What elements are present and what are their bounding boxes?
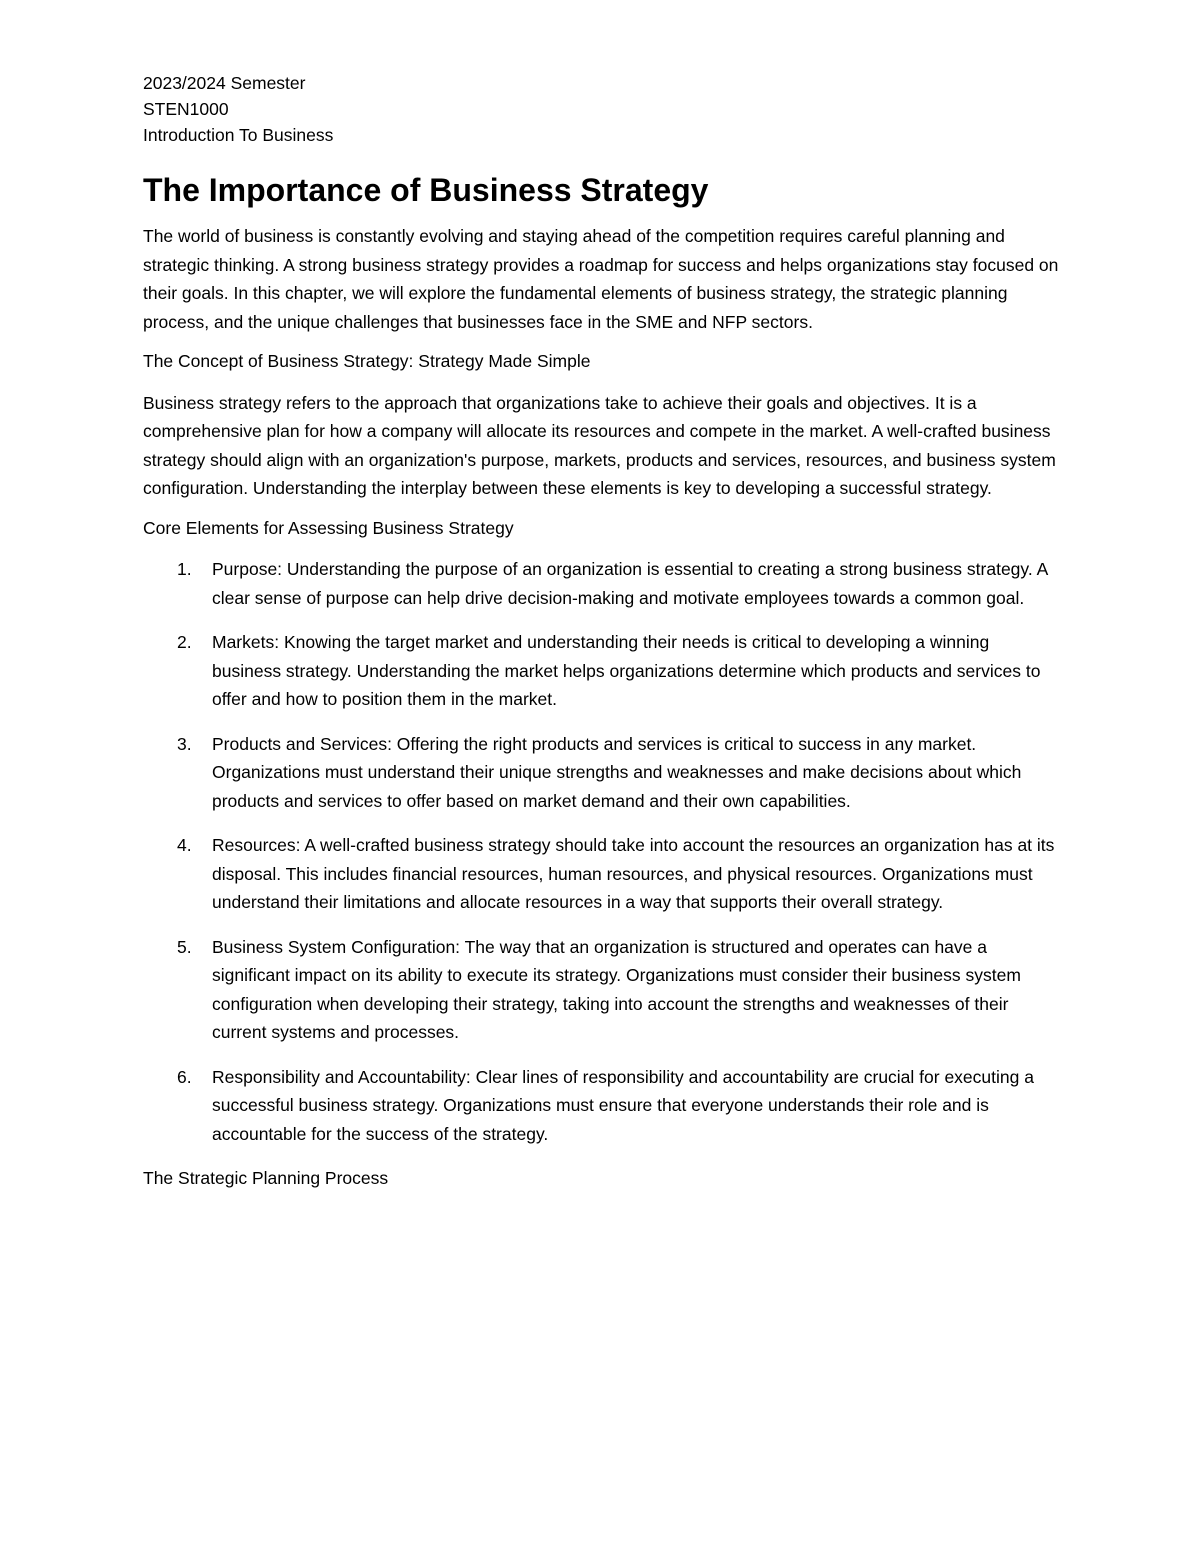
page-title: The Importance of Business Strategy (143, 172, 709, 208)
list-number: 1. (177, 559, 192, 579)
list-item (143, 730, 1063, 816)
list-item-text: Purpose: Understanding the purpose of an organization is essential to creating a strong business strategy. A clear sense of purpose can help drive decision-making and motivate employees towards a common goal. (212, 559, 1048, 608)
list-item (143, 555, 1063, 612)
planning-heading: The Strategic Planning Process (143, 1168, 389, 1188)
core-elements-list (143, 555, 1063, 1148)
core-elements-heading: Core Elements for Assessing Business Strategy (143, 517, 514, 538)
list-item-text: Products and Services: Offering the right products and services is critical to success in any market. Organizations must understand their unique strengths and weaknesses and make decisions about which products and services to offer based on market demand and their own capabilities. (212, 733, 1022, 811)
list-item (143, 628, 1063, 714)
list-number: 2. (177, 632, 192, 652)
intro-paragraph: The world of business is constantly evolving and staying ahead of the competition requires careful planning and strategic thinking. A strong business strategy provides a roadmap for success and helps organizations stay focused on their goals. In this chapter, we will explore the fundamental elements of business strategy, the strategic planning process, and the unique challenges that businesses face in the SME and NFP sectors. (143, 226, 1059, 332)
list-item (143, 1063, 1063, 1149)
list-item (143, 933, 1063, 1047)
list-item-text: Responsibility and Accountability: Clear lines of responsibility and accountability are crucial for executing a successful business strategy. Organizations must ensure that everyone understands their role and is accountable for the success of the strategy. (212, 1066, 1034, 1144)
list-item-text: Resources: A well-crafted business strategy should take into account the resources an organization has at its disposal. This includes financial resources, human resources, and physical resources. Organizations must understand their limitations and allocate resources in a way that supports their overall strategy. (212, 835, 1055, 912)
list-item-text: Markets: Knowing the target market and understanding their needs is critical to developing a winning business strategy. Understanding the market helps organizations determine which products and services to offer and how to position them in the market. (212, 632, 1041, 709)
course-code: STEN1000 (143, 99, 229, 119)
list-number: 6. (177, 1066, 192, 1087)
list-item-text: Business System Configuration: The way that an organization is structured and operates can have a significant impact on its ability to execute its strategy. Organizations must consider their business system configuration when developing their strategy, taking into account the strengths and weaknesses of their current systems and processes. (212, 936, 1021, 1042)
semester-label: 2023/2024 Semester (143, 73, 306, 93)
document-content (143, 70, 1063, 1206)
list-number: 4. (177, 835, 192, 855)
course-name: Introduction To Business (143, 125, 334, 145)
concept-heading: The Concept of Business Strategy: Strategy Made Simple (143, 351, 591, 371)
list-number: 3. (177, 733, 192, 754)
concept-paragraph: Business strategy refers to the approach that organizations take to achieve their goals and objectives. It is a comprehensive plan for how a company will allocate its resources and compete in the market. A well-crafted business strategy should align with an organization's purpose, markets, products and services, resources, and business system configuration. Understanding the interplay between these elements is key to developing a successful strategy. (143, 392, 1056, 498)
list-item (143, 831, 1063, 917)
list-number: 5. (177, 936, 192, 957)
